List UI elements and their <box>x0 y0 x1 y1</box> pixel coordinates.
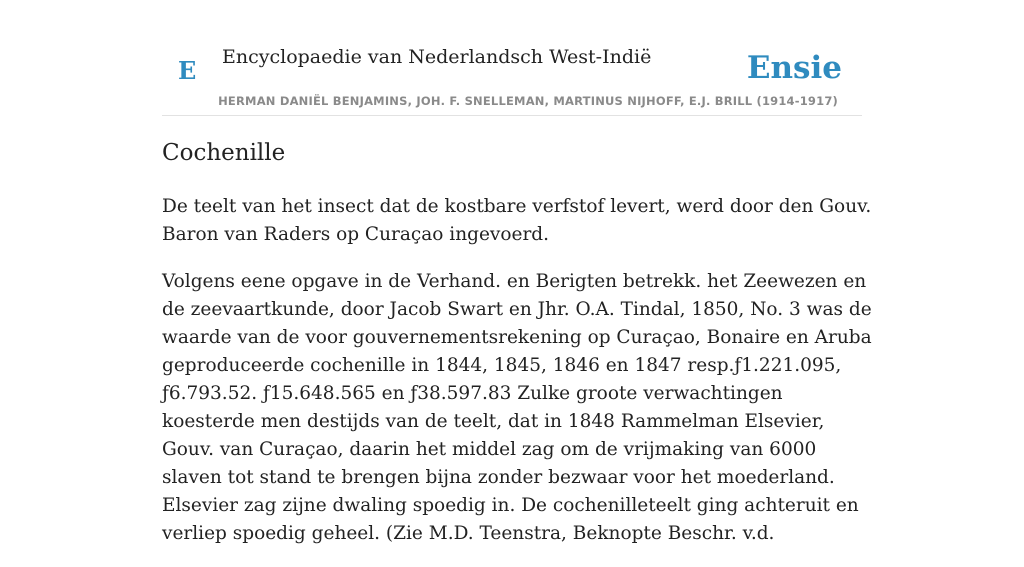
book-title-link[interactable]: Encyclopaedie van Nederlandsch West-Indië <box>222 46 652 68</box>
site-header <box>162 40 862 116</box>
entry-body <box>162 193 872 567</box>
brand-logo[interactable]: Ensie <box>746 50 842 86</box>
paragraph: De teelt van het insect dat de kostbare verfstof levert, werd door den Gouv. Baron van Raders op Curaçao ingevoerd. <box>162 196 872 245</box>
book-authors: HERMAN DANIËL BENJAMINS, JOH. F. SNELLEMAN, MARTINUS NIJHOFF, E.J. BRILL (1914-1917) <box>218 94 838 108</box>
paragraph: Volgens eene opgave in de Verhand. en Berigten betrekk. het Zeewezen en de zeevaartkunde, door Jacob Swart en Jhr. O.A. Tindal, 1850, No. 3 was de waarde van de voor gouvernementsrekening op Curaçao, Bonaire en Aruba geproduceerde cochenille in 1844, 1845, 1846 en 1847 resp.ƒ1.221.095, ƒ6.793.52. ƒ15.648.565 en ƒ38.597.83 Zulke groote verwachtingen koesterde men destijds van de teelt, dat in 1848 Rammelman Elsevier, Gouv. van Curaçao, daarin het middel zag om de vrijmaking van 6000 slaven tot stand te brengen bijna zonder bezwaar voor het moederland. Elsevier zag zijne dwaling spoedig in. De cochenilleteelt ging achteruit en verliep spoedig geheel. (Zie M.D. Teenstra, Beknopte Beschr. v.d. <box>162 271 872 544</box>
entry-title: Cochenille <box>162 140 286 166</box>
book-logo-icon[interactable]: E <box>178 56 197 85</box>
